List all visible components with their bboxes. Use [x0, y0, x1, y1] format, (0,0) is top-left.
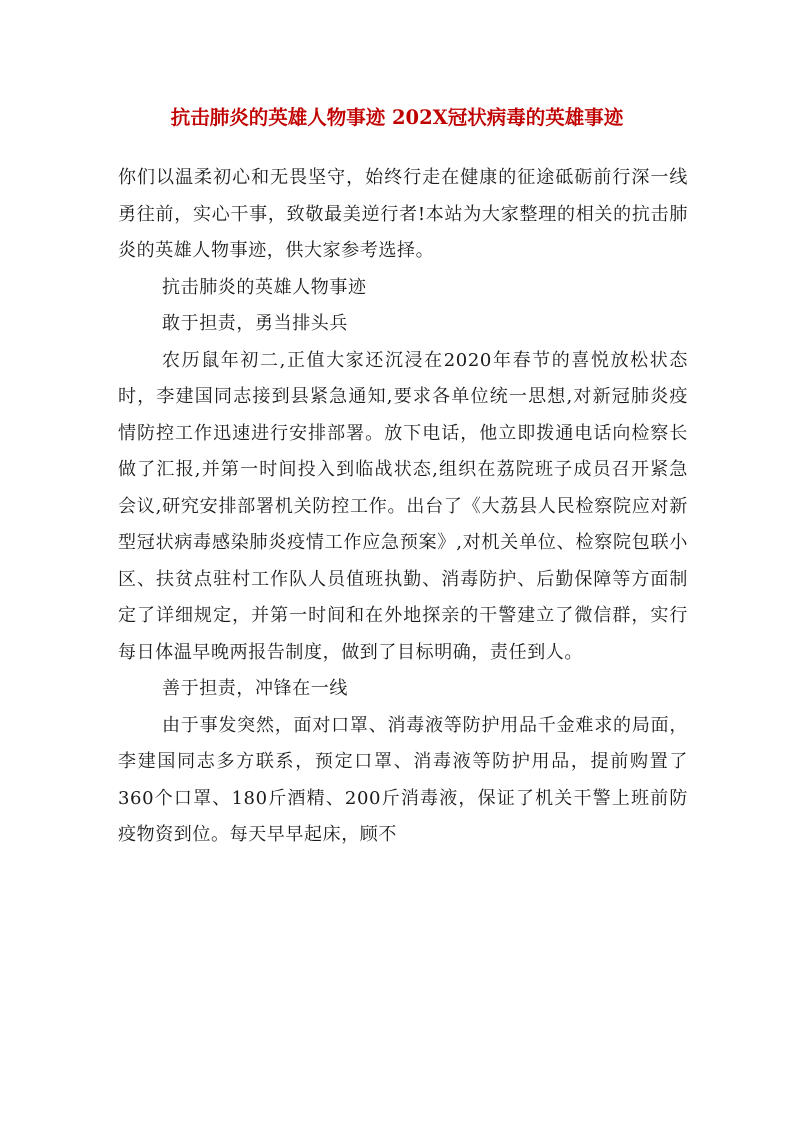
intro-paragraph: 你们以温柔初心和无畏坚守，始终行走在健康的征途砥砺前行深一线勇往前，实心干事，致敬最美逆行者!本站为大家整理的相关的抗击肺炎的英雄人物事迹，供大家参考选择。 [118, 167, 688, 261]
subheading-2: 善于担责，冲锋在一线 [162, 678, 348, 699]
document-body [118, 160, 688, 854]
paragraph-2: 由于事发突然，面对口罩、消毒液等防护用品千金难求的局面，李建国同志多方联系，预定口罩、消毒液等防护用品，提前购置了360个口罩、180斤酒精、200斤消毒液，保证了机关干警上班前防疫物资到位。每天早早起床，顾不 [118, 714, 688, 845]
section-heading: 抗击肺炎的英雄人物事迹 [162, 276, 367, 298]
paragraph-1: 农历鼠年初二,正值大家还沉浸在2020年春节的喜悦放松状态时，李建国同志接到县紧急通知,要求各单位统一思想,对新冠肺炎疫情防控工作迅速进行安排部署。放下电话，他立即拨通电话向检察长做了汇报,并第一时间投入到临战状态,组织在荔院班子成员召开紧急会议,研究安排部署机关防控工作。出台了《大荔县人民检察院应对新型冠状病毒感染肺炎疫情工作应急预案》,对机关单位、检察院包联小区、扶贫点驻村工作队人员值班执勤、消毒防护、后勤保障等方面制定了详细规定，并第一时间和在外地探亲的干警建立了微信群，实行每日体温早晚两报告制度，做到了目标明确，责任到人。 [118, 349, 688, 663]
subheading-1: 敢于担责，勇当排头兵 [162, 313, 348, 334]
document-title: 抗击肺炎的英雄人物事迹 202X冠状病毒的英雄事迹 [170, 106, 624, 129]
